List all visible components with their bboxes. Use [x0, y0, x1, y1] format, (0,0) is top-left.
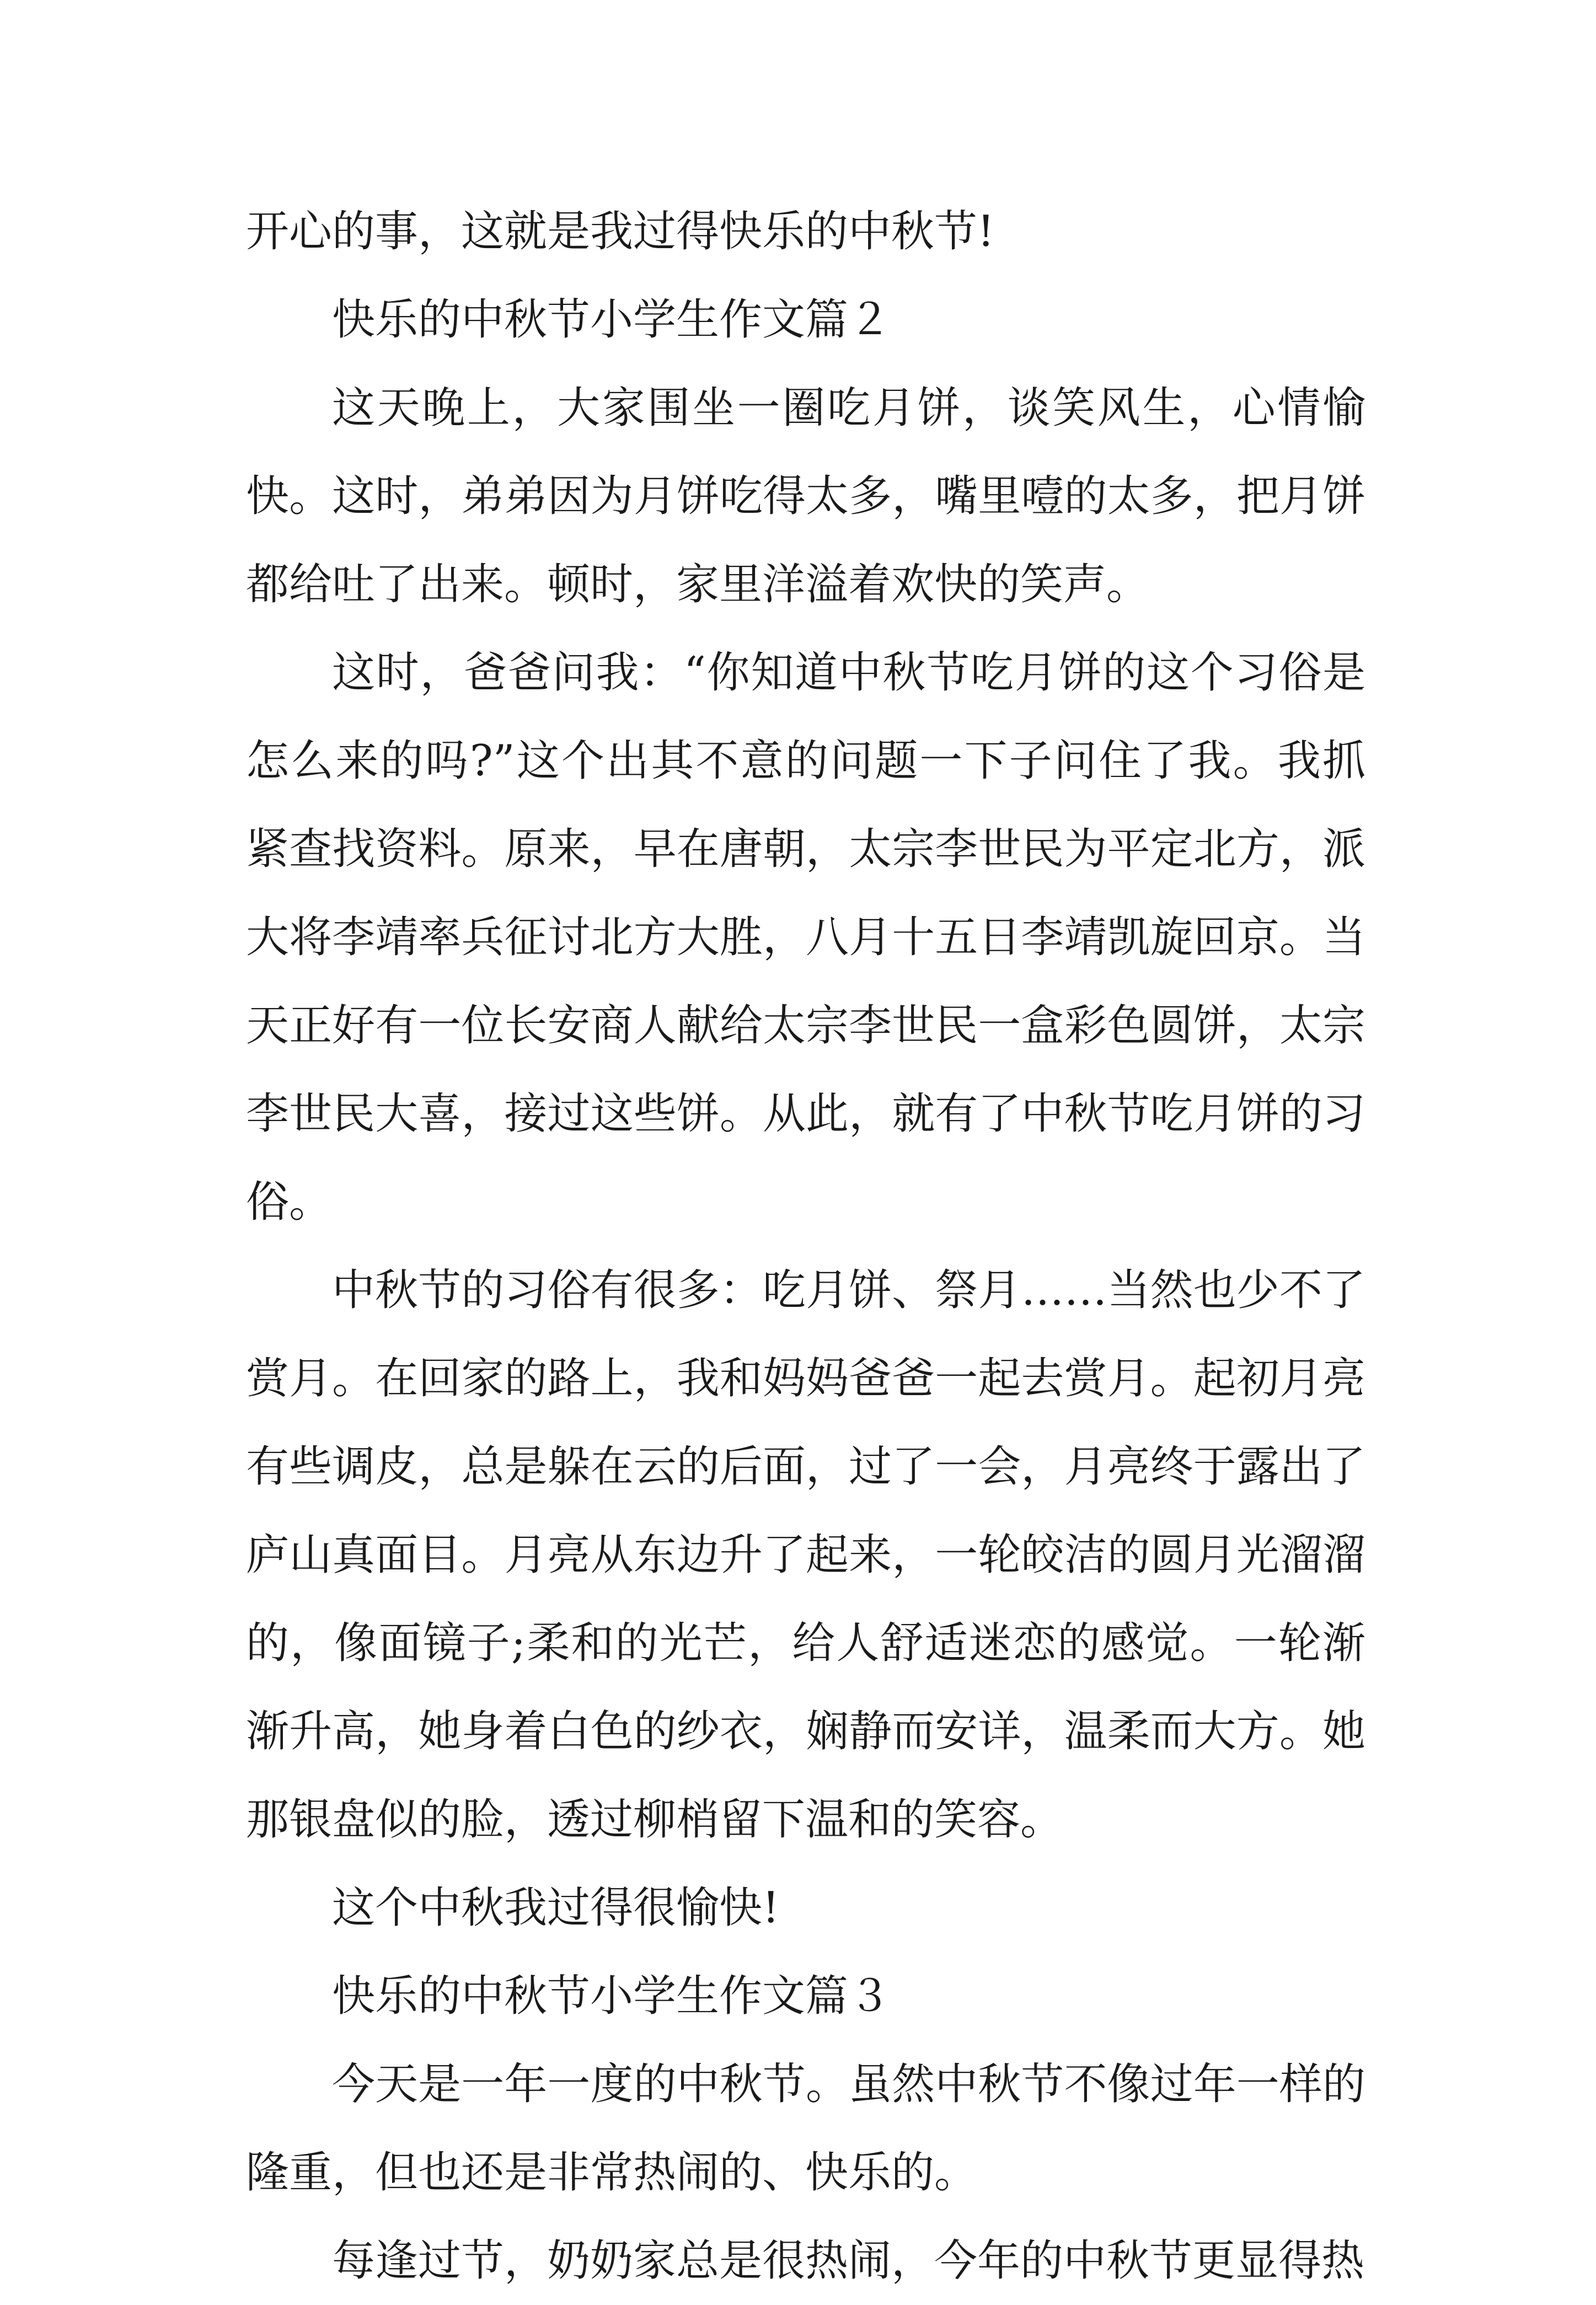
paragraph: 这个中秋我过得很愉快!: [332, 1883, 780, 1933]
essay-heading-2: 快乐的中秋节小学生作文篇２: [332, 295, 892, 345]
paragraph: 这时，爸爸问我：“你知道中秋节吃月饼的这个习俗是怎么来的吗?”这个出其不意的问题一下子问住了我。我抓紧查找资料。原来，早在唐朝，太宗李世民为平定北方，派大将李靖率兵征讨北方大胜，八月十五日李靖凯旋回京。当天正好有一位长安商人献给太宗李世民一盒彩色圆饼，太宗李世民大喜，接过这些饼。从此，就有了中秋节吃月饼的习俗。: [246, 648, 1365, 1227]
paragraph: 每逢过节，奶奶家总是很热闹，今年的中秋节更显得热: [332, 2236, 1365, 2286]
essay-heading-3: 快乐的中秋节小学生作文篇３: [332, 1971, 892, 2021]
paragraph: 这天晚上，大家围坐一圈吃月饼，谈笑风生，心情愉快。这时，弟弟因为月饼吃得太多，嘴里噎的太多，把月饼都给吐了出来。顿时，家里洋溢着欢快的笑声。: [246, 383, 1365, 609]
paragraph: 中秋节的习俗有很多：吃月饼、祭月……当然也少不了赏月。在回家的路上，我和妈妈爸爸一起去赏月。起初月亮有些调皮，总是躲在云的后面，过了一会，月亮终于露出了庐山真面目。月亮从东边升了起来，一轮皎洁的圆月光溜溜的，像面镜子;柔和的光芒，给人舒适迷恋的感觉。一轮渐渐升高，她身着白色的纱衣，娴静而安详，温柔而大方。她那银盘似的脸，透过柳梢留下温和的笑容。: [246, 1266, 1365, 1845]
paragraph-continuation: 开心的事，这就是我过得快乐的中秋节!: [246, 207, 995, 256]
paragraph: 今天是一年一度的中秋节。虽然中秋节不像过年一样的隆重，但也还是非常热闹的、快乐的。: [246, 2060, 1365, 2197]
document-body: [246, 187, 1365, 2305]
